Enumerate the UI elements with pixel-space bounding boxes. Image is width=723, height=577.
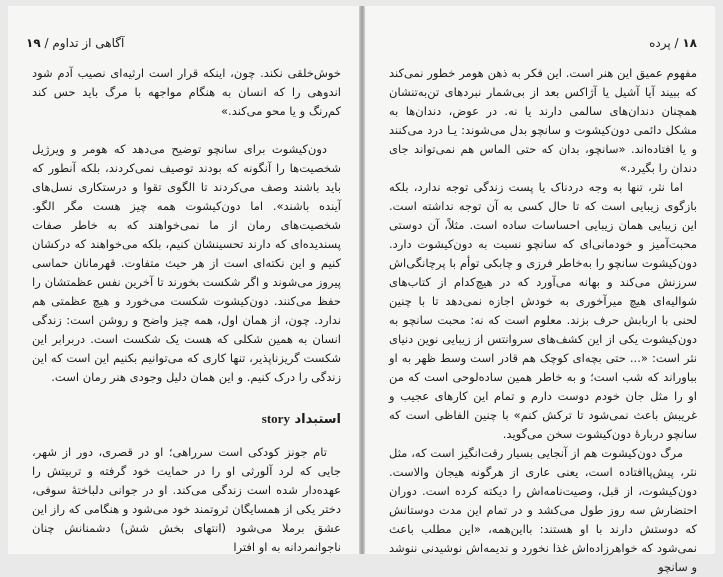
left-page bbox=[8, 6, 359, 554]
right-paragraph-2: اما نثر، تنها به وجه دردناک یا پست زندگی توجه ندارد، بلکه بازگوی زیبایی است که تا حال کسی به آن توجه نداشته است. این زیبایی همان زیبایی احساسات ساده است. مثلاً، آن دوستی محبت‌آمیز و خودمانی‌ای که سانچو نسبت به دون‌کیشوت دارد. دون‌کیشوت سانچو را به‌خاطر فرزی و چابکی توأم با پرچانگی‌اش سرزنش می‌کند و بهانه می‌آورد که در هیچ‌کدام از کتاب‌های شوالیه‌ای هیچ میرآخوری به خودش اجازه نمی‌دهد تا با چنین لحنی با اربابش حرف بزند. معلوم است که نه: محبت سانچو به دون‌کیشوت یکی از این کشف‌های سروانتس از زیبایی نوین دنیای نثر است: «... حتی بچه‌ای کوچک هم قادر است وسط ظهر به او بباوراند که شب است؛ و به خاطر همین ساده‌لوحی است که من او را مثل جان خودم دوست دارم و تمام این کارهای عجیب و غریبش باعث نمی‌شود تا ترکش کنم» با چنین الفاظی است که سانچو دربارهٔ دون‌کیشوت سخن می‌گوید. bbox=[389, 180, 697, 441]
left-paragraph-1: خوش‌خلقی نکند. چون، اینکه قرار است ارثیه‌ای نصیب آدم شود اندوهی را که انسان به هنگام مواجهه با مرگ باید حس کند کم‌رنگ و یا محو می‌کند.» bbox=[32, 66, 341, 118]
left-header-title: آگاهی از تداوم bbox=[52, 36, 125, 50]
section-heading bbox=[32, 409, 341, 429]
section-heading-latin: story bbox=[261, 411, 290, 426]
left-page-header bbox=[26, 36, 124, 50]
right-page-number: ۱۸ bbox=[682, 36, 697, 50]
left-page-body bbox=[32, 64, 341, 557]
section-heading-text: استبداد bbox=[294, 412, 341, 427]
right-paragraph-1: مفهوم عمیق این هنر است. این فکر به ذهن هومر خطور نمی‌کند که ببیند آیا آشیل یا آژاکس بعد از بی‌شمار نبردهای تن‌به‌تنشان همچنان دندان‌های سالمی دارند یا نه. در عوض، دندان‌ها به مشکل دائمی دون‌کیشوت و سانچو بدل می‌شوند: یـا درد می‌کنند و یا افتاده‌اند. «سانچو، بدان که حتی الماس هم نمی‌تواند جای دندان را بگیرد.» bbox=[389, 66, 697, 175]
right-page bbox=[365, 6, 715, 574]
left-page-number: ۱۹ bbox=[26, 36, 41, 50]
left-paragraph-2: دون‌کیشوت برای سانچو توضیح می‌دهد که هومر و ویرژیل شخصیت‌ها را آنگونه که بودند توصیف نمی‌کردند، بلکه آنطور که باید باشند وصف می‌کردند تا الگوی تقوا و درستکاری نسل‌های آینده باشند». اما دون‌کیشوت همه چیز هست مگر الگو. شخصیت‌های رمان از ما نمی‌خواهند که به خاطر صفات پسندیده‌ای که دارند تحسینشان کنیم، بلکه می‌خواهند که درکشان کنیم و این نکته‌ای است از هر حیث متفاوت. قهرمانان حماسی پیروز می‌شوند و اگر شکست بخورند تا آخرین نفس عظمتشان را حفظ می‌کنند. دون‌کیشوت شکست می‌خورد و هیچ عظمتی هم ندارد. چون، از همان اول، همه چیز واضح و روشن است: زندگی انسان به همین شکلی که هست یک شکست است. دربرابر این شکست گریزناپذیر، تنها کاری که می‌توانیم بکنیم این است که این زندگی را درک کنیم. و این همان دلیل وجودی هنر رمان است. bbox=[32, 142, 341, 384]
book-spread bbox=[8, 6, 715, 574]
right-page-body bbox=[389, 64, 697, 577]
right-paragraph-3: مرگ دون‌کیشوت هم از آنجایی بسیار رقت‌انگیز است که، مثل نثر، پیش‌پاافتاده است، یعنی عاری از هرگونه هیجان والاست. دون‌کیشوت، از قبل، وصیت‌نامه‌اش را دیکته کرده است. دوران احتضارش سه روز طول می‌کشد و در تمام این مدت دوستانش که دوستش دارند با او هستند: بااین‌همه، «این مطلب باعث نمی‌شود که خواهرزاده‌اش غذا نخورد و ندیمه‌اش نوشیدنی ننوشد و سانچو bbox=[389, 446, 697, 574]
left-header-separator: / bbox=[40, 36, 49, 50]
right-header-title: پرده bbox=[649, 36, 671, 50]
left-paragraph-3: تام جونز کودکی است سرراهی؛ او در قصری، دور از شهر، جایی که لرد آلورثی او را در حمایت خود گرفته و تربیتش را عهده‌دار شده است زندگی می‌کند. او در جوانی دلباختهٔ سوفی، دختر یکی از همسایگان ثروتمند خود می‌شود و هنگامی که راز این عشق برملا می‌شود (انتهای بخش شش) دشمنانش چنان ناجوانمردانه به او افترا bbox=[32, 445, 341, 554]
right-page-header bbox=[649, 36, 697, 50]
right-header-separator: / bbox=[670, 36, 679, 50]
